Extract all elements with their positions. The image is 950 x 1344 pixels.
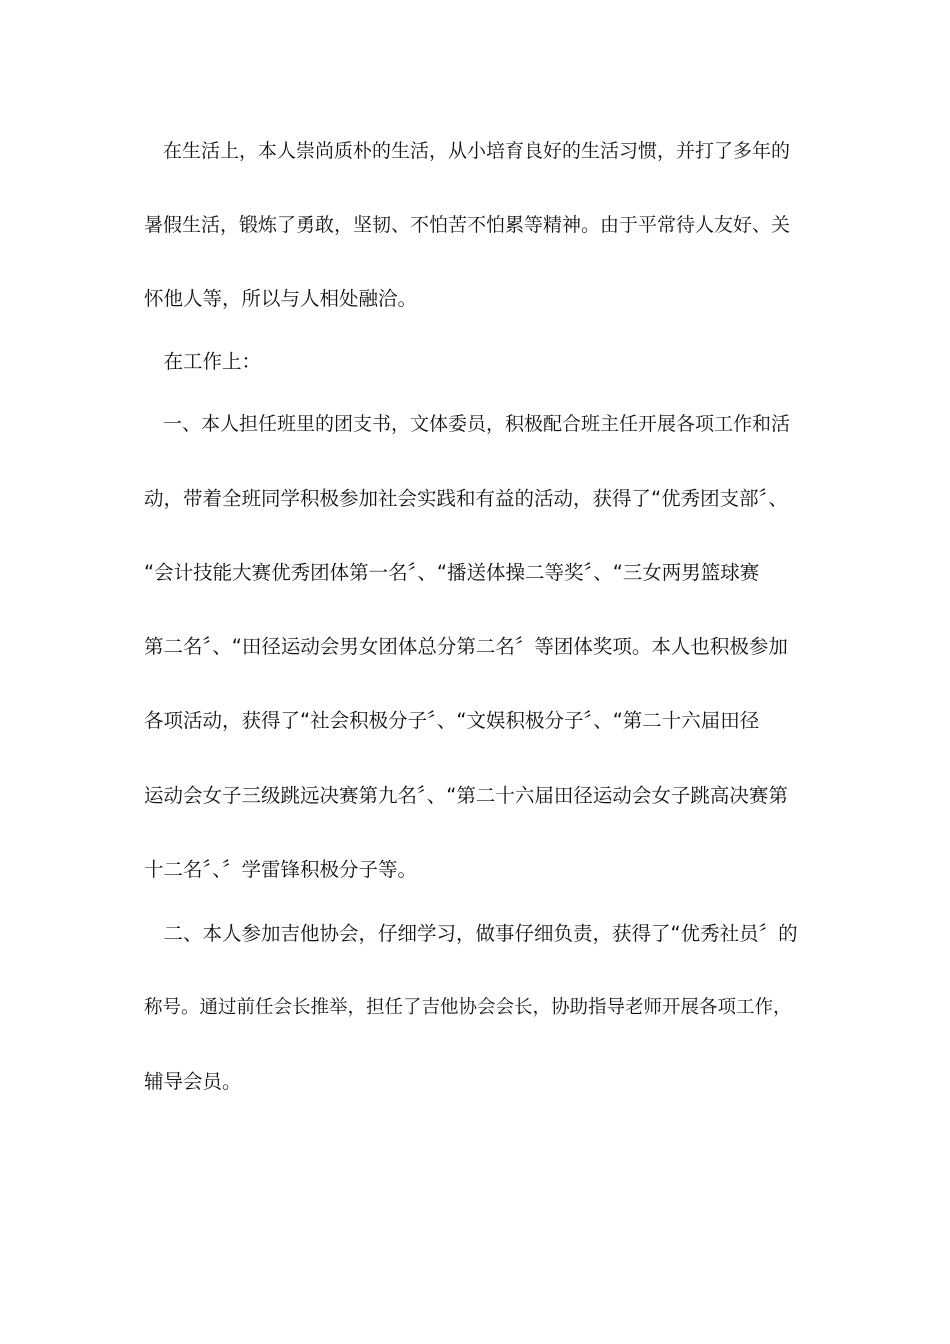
text-line: 二、本人参加吉他协会，仔细学习，做事仔细负责，获得了“优秀社员〞的 [144, 922, 798, 945]
text-line: 暑假生活，锻炼了勇敢，坚韧、不怕苦不怕累等精神。由于平常待人友好、关 [144, 214, 791, 236]
text-line: 动，带着全班同学积极参加社会实践和有益的活动，获得了“优秀团支部〞、 [144, 487, 788, 510]
text-line: “会计技能大赛优秀团体第一名〞、“播送体操二等奖〞、“三女两男篮球赛 [144, 561, 760, 584]
text-line: 十二名〞、〞学雷锋积极分子等。 [144, 858, 418, 881]
text-line: 在生活上，本人崇尚质朴的生活，从小培育良好的生活习惯，并打了多年的 [144, 140, 791, 162]
text-line: 第二名〞、“田径运动会男女团体总分第二名〞等团体奖项。本人也积极参加 [144, 635, 788, 658]
text-line: 辅导会员。 [144, 1070, 242, 1093]
text-line: 称号。通过前任会长推举，担任了吉他协会会长，协助指导老师开展各项工作， [144, 997, 792, 1018]
text-line: 怀他人等，所以与人相处融洽。 [144, 287, 418, 310]
text-line: 一、本人担任班里的团支书，文体委员，积极配合班主任开展各项工作和活 [144, 413, 791, 435]
text-line: 各项活动，获得了“社会积极分子〞、“文娱积极分子〞、“第二十六届田径 [144, 709, 760, 732]
text-line: 在工作上： [144, 350, 262, 373]
text-line: 运动会女子三级跳远决赛第九名〞、“第二十六届田径运动会女子跳高决赛第 [144, 784, 788, 807]
